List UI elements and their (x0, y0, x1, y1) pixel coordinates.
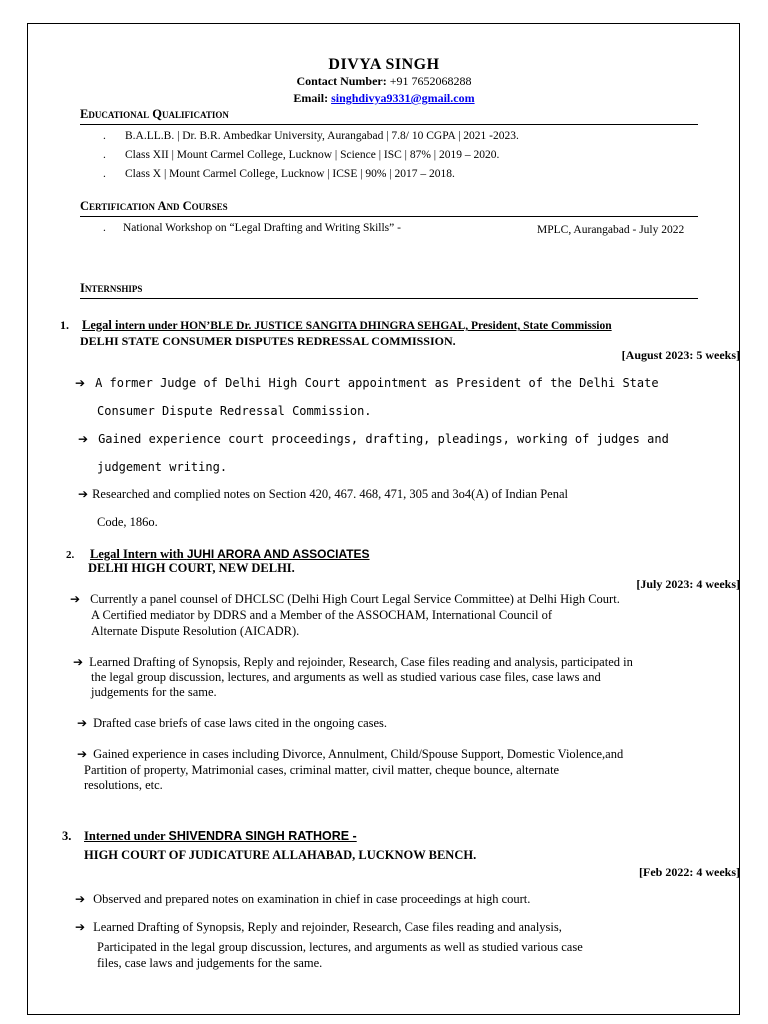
internship-2-point-cont: resolutions, etc. (84, 778, 163, 792)
email-link[interactable]: singhdivya9331@gmail.com (331, 91, 475, 105)
internship-2-point: ➔ Currently a panel counsel of DHCLSC (Delhi High Court Legal Service Committee) at Delhi High Court. (70, 592, 620, 606)
email-line (0, 91, 768, 106)
certification-rule (80, 216, 698, 217)
internship-2-point-cont: the legal group discussion, lectures, and arguments as well as studied various case files, case laws and (91, 670, 601, 684)
internship-3-title: 3. Interned under SHIVENDRA SINGH RATHORE - (62, 829, 357, 843)
internship-2-org: DELHI HIGH COURT, NEW DELHI. (88, 561, 295, 575)
internship-2-point-cont: Alternate Dispute Resolution (AICADR). (91, 624, 300, 638)
arrow-icon: ➔ (77, 716, 88, 730)
arrow-icon: ➔ (78, 487, 89, 501)
internship-2-point: ➔ Learned Drafting of Synopsis, Reply and rejoinder, Research, Case files reading and analysis, participated in (73, 655, 633, 669)
arrow-icon: ➔ (75, 892, 86, 906)
arrow-icon: ➔ (77, 747, 88, 761)
internship-3-point: ➔ Observed and prepared notes on examination in chief in case proceedings at high court. (75, 892, 531, 906)
internship-2-point-cont: A Certified mediator by DDRS and a Member of the ASSOCHAM, International Council of (91, 608, 553, 622)
education-item: . Class XII | Mount Carmel College, Lucknow | Science | ISC | 87% | 2019 – 2020. (103, 149, 500, 161)
internship-1-title: 1. Legal intern under HON’BLE Dr. JUSTICE SANGITA DHINGRA SEHGAL, President, State Commission (60, 318, 612, 332)
internships-heading: Internships (80, 281, 143, 295)
education-heading: Educational Qualification (80, 107, 229, 121)
internship-2-point-cont: judgements for the same. (91, 685, 217, 699)
internship-1-org: DELHI STATE CONSUMER DISPUTES REDRESSAL COMMISSION. (80, 334, 456, 348)
internship-1-point: ➔ Gained experience court proceedings, drafting, pleadings, working of judges and (78, 432, 669, 446)
internship-1-point-cont: Consumer Dispute Redressal Commission. (97, 404, 372, 418)
education-item: . Class X | Mount Carmel College, Lucknow | ICSE | 90% | 2017 – 2018. (103, 168, 455, 180)
email-label: Email: (293, 91, 329, 105)
internship-3-point: ➔ Learned Drafting of Synopsis, Reply and rejoinder, Research, Case files reading and analysis, (75, 920, 562, 934)
contact-label: Contact Number: (296, 74, 387, 88)
internship-2-point: ➔ Drafted case briefs of case laws cited in the ongoing cases. (77, 716, 388, 730)
arrow-icon: ➔ (78, 432, 89, 446)
arrow-icon: ➔ (75, 376, 86, 390)
internship-1-point-cont: Code, 186o. (97, 515, 158, 529)
internship-3-point-cont: Participated in the legal group discussion, lectures, and arguments as well as studied various case (97, 940, 583, 954)
internship-3-period: [Feb 2022: 4 weeks] (639, 865, 740, 879)
internship-3-org: HIGH COURT OF JUDICATURE ALLAHABAD, LUCKNOW BENCH. (84, 848, 477, 862)
internships-rule (80, 298, 698, 299)
internship-2-point-cont: Partition of property, Matrimonial cases, criminal matter, civil matter, cheque bounce, alternate (84, 763, 560, 777)
internship-1-period: [August 2023: 5 weeks] (621, 348, 740, 362)
arrow-icon: ➔ (73, 655, 84, 669)
internship-2-title: 2. Legal Intern with JUHI ARORA AND ASSOCIATES (66, 547, 370, 561)
certification-detail: MPLC, Aurangabad - July 2022 (537, 224, 685, 236)
internship-1-point: ➔ Researched and complied notes on Section 420, 467. 468, 471, 305 and 3o4(A) of Indian Penal (78, 487, 569, 501)
certification-item: . National Workshop on “Legal Drafting and Writing Skills” - (103, 222, 401, 234)
contact-value: +91 7652068288 (389, 74, 472, 88)
internship-2-period: [July 2023: 4 weeks] (636, 577, 740, 591)
contact-number (0, 74, 768, 89)
arrow-icon: ➔ (75, 920, 86, 934)
candidate-name: DIVYA SINGH (328, 56, 440, 73)
internship-3-point-cont: files, case laws and judgements for the same. (97, 956, 323, 970)
certification-heading: Certification And Courses (80, 199, 228, 213)
internship-1-point: ➔ A former Judge of Delhi High Court appointment as President of the Delhi State (75, 376, 659, 390)
internship-1-point-cont: judgement writing. (97, 460, 228, 474)
education-rule (80, 124, 698, 125)
internship-2-point: ➔ Gained experience in cases including Divorce, Annulment, Child/Spouse Support, Domestic Violence,and (77, 747, 624, 761)
education-item: . B.A.LL.B. | Dr. B.R. Ambedkar University, Aurangabad | 7.8/ 10 CGPA | 2021 -2023. (103, 130, 519, 142)
arrow-icon: ➔ (70, 592, 81, 606)
